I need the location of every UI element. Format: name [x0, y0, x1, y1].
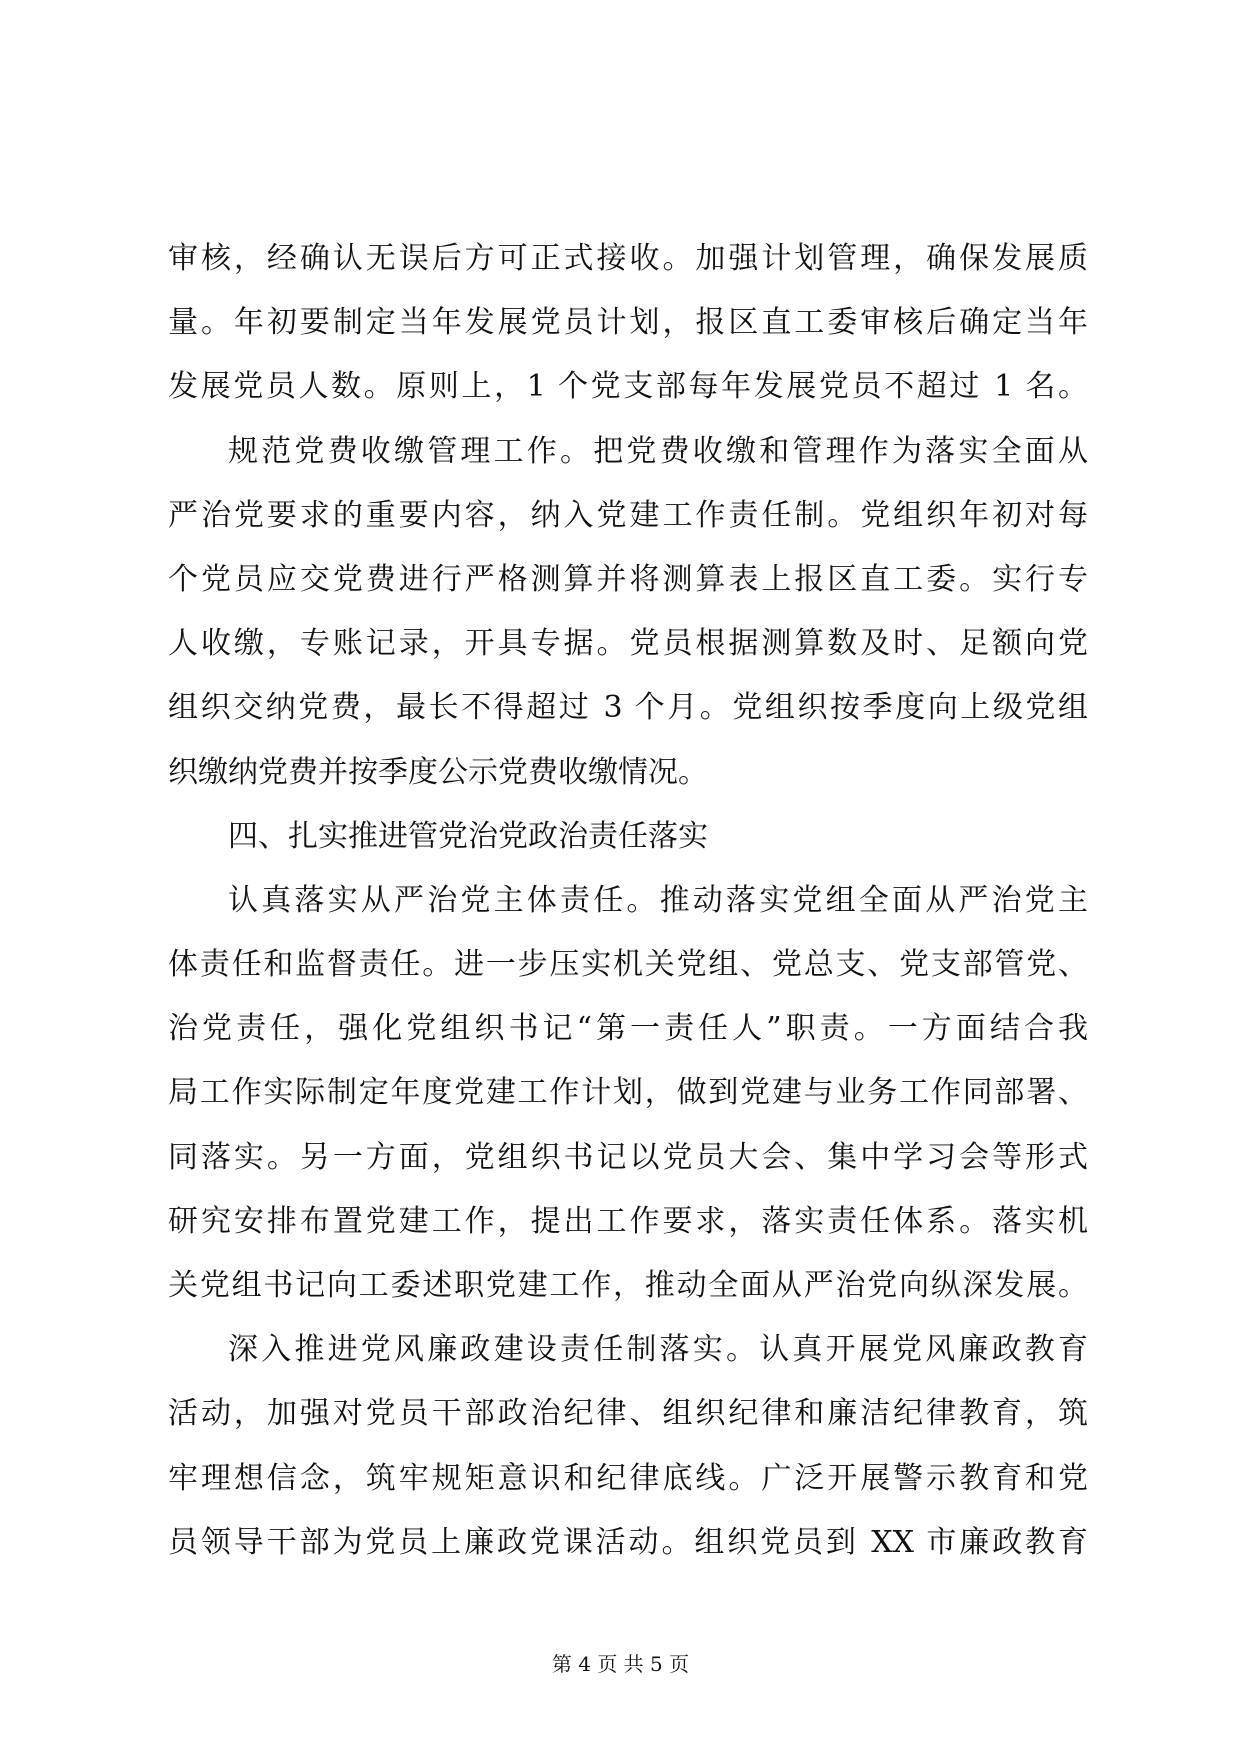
page-number-footer: 第 4 页 共 5 页	[551, 1652, 690, 1676]
text-line: 治党责任，强化党组织书记“第一责任人”职责。一方面结合我	[168, 1011, 1088, 1047]
text-line: 发展党员人数。原则上，1 个党支部每年发展党员不超过 1 名。	[168, 369, 1088, 405]
paragraph-start-line: 认真落实从严治党主体责任。推动落实党组全面从严治党主	[228, 882, 1088, 918]
text-line: 牢理想信念，筑牢规矩意识和纪律底线。广泛开展警示教育和党	[168, 1460, 1088, 1496]
section-heading: 四、扎实推进管党治党政治责任落实	[228, 818, 708, 854]
text-line: 活动，加强对党员干部政治纪律、组织纪律和廉洁纪律教育，筑	[168, 1396, 1088, 1432]
text-line: 严治党要求的重要内容，纳入党建工作责任制。党组织年初对每	[168, 497, 1088, 533]
text-line: 体责任和监督责任。进一步压实机关党组、党总支、党支部管党、	[168, 947, 1088, 983]
document-body	[168, 227, 1088, 1575]
paragraph-start-line: 深入推进党风廉政建设责任制落实。认真开展党风廉政教育	[228, 1332, 1088, 1368]
text-line: 量。年初要制定当年发展党员计划，报区直工委审核后确定当年	[168, 305, 1088, 341]
text-line: 组织交纳党费，最长不得超过 3 个月。党组织按季度向上级党组	[168, 690, 1088, 726]
text-line: 同落实。另一方面，党组织书记以党员大会、集中学习会等形式	[168, 1139, 1088, 1175]
text-line: 人收缴，专账记录，开具专据。党员根据测算数及时、足额向党	[168, 626, 1088, 662]
text-line: 审核，经确认无误后方可正式接收。加强计划管理，确保发展质	[168, 241, 1088, 276]
text-line: 个党员应交党费进行严格测算并将测算表上报区直工委。实行专	[168, 561, 1088, 597]
text-line: 织缴纳党费并按季度公示党费收缴情况。	[168, 754, 708, 790]
text-line: 员领导干部为党员上廉政党课活动。组织党员到 XX 市廉政教育	[168, 1524, 1088, 1560]
text-line: 关党组书记向工委述职党建工作，推动全面从严治党向纵深发展。	[168, 1268, 1088, 1303]
text-line: 研究安排布置党建工作，提出工作要求，落实责任体系。落实机	[168, 1203, 1088, 1239]
text-line: 局工作实际制定年度党建工作计划，做到党建与业务工作同部署、	[168, 1075, 1088, 1111]
paragraph-start-line: 规范党费收缴管理工作。把党费收缴和管理作为落实全面从	[228, 433, 1088, 469]
